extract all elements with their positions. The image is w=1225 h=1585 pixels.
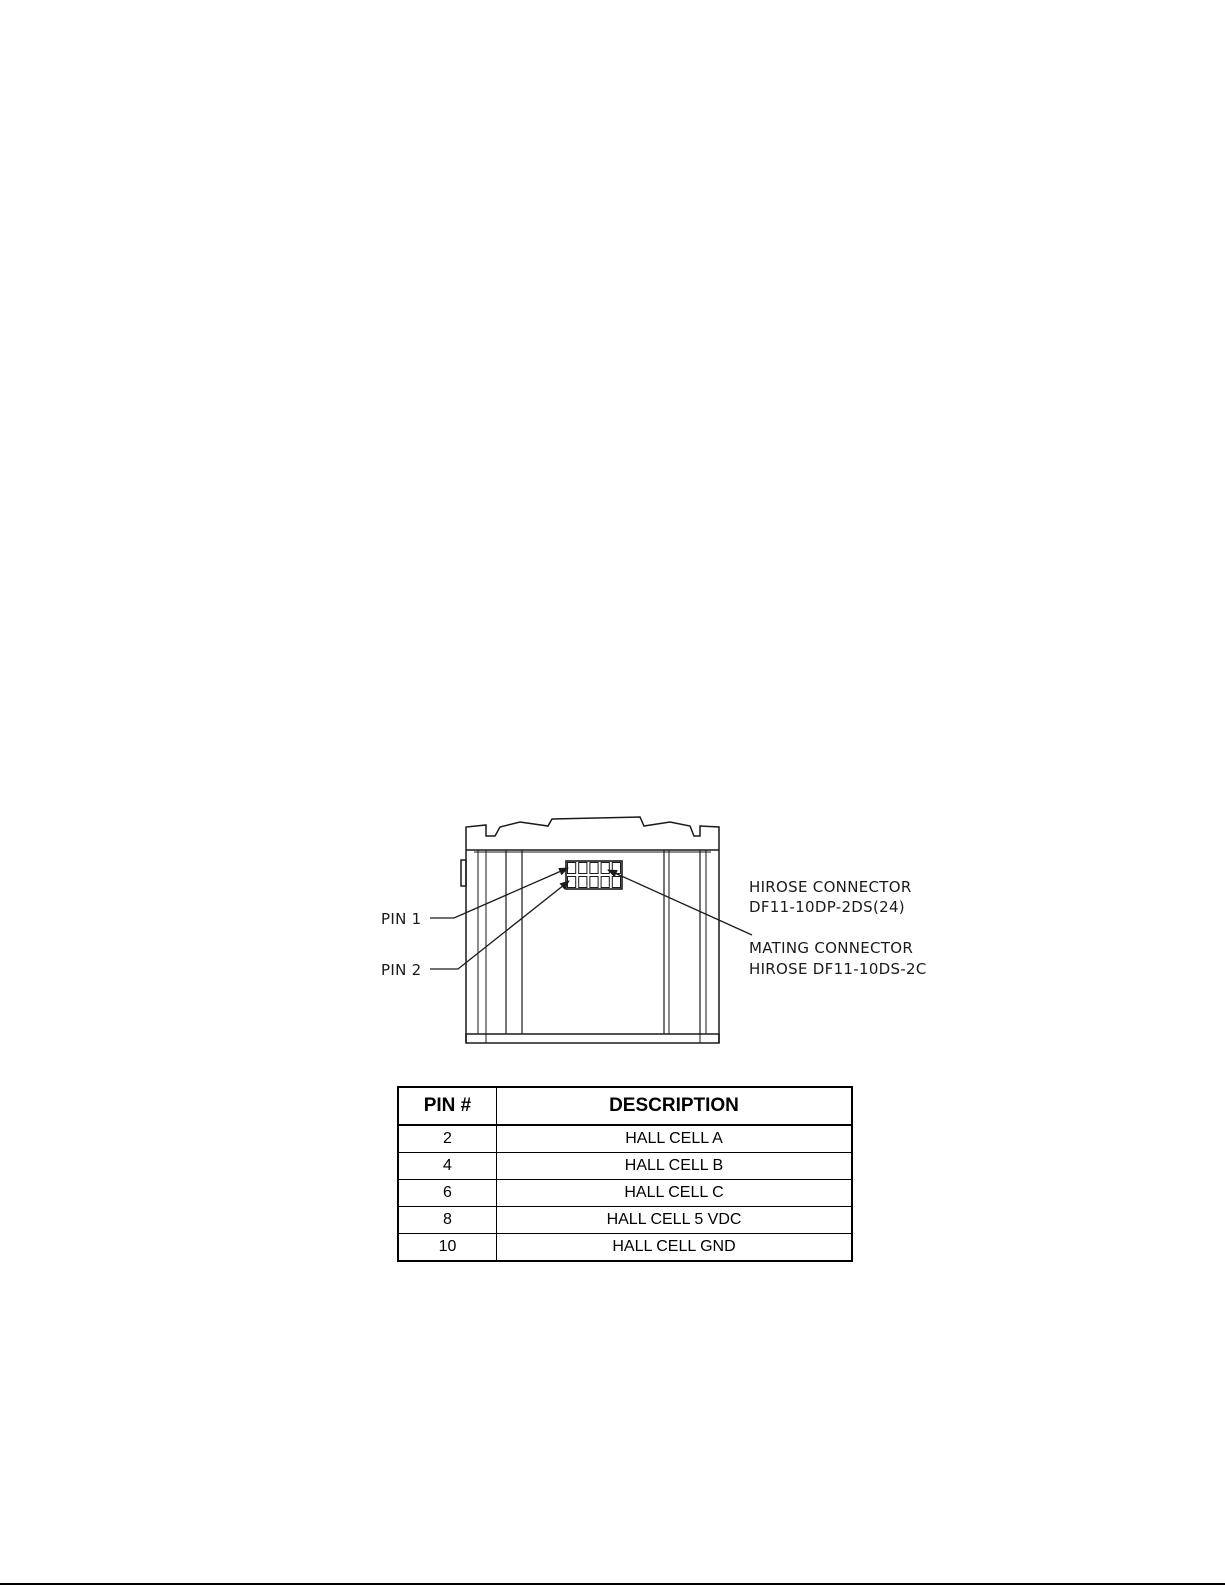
pin-cell: 10 (398, 1234, 497, 1262)
table-row (398, 1207, 852, 1234)
pin-column-header: PIN # (398, 1087, 497, 1125)
connector-title-label: HIROSE CONNECTOR (749, 878, 912, 896)
connector-leader (608, 870, 752, 935)
description-column-header: DESCRIPTION (497, 1087, 853, 1125)
pin-cell: 8 (398, 1207, 497, 1234)
description-cell: HALL CELL B (497, 1153, 853, 1180)
pin2-leader (430, 881, 569, 969)
table-row (398, 1125, 852, 1153)
table-header-row (398, 1087, 852, 1125)
description-cell: HALL CELL 5 VDC (497, 1207, 853, 1234)
pin2-label: PIN 2 (381, 961, 422, 979)
motor-housing (461, 817, 719, 1043)
pin1-leader (430, 868, 568, 918)
description-cell: HALL CELL A (497, 1125, 853, 1153)
description-cell: HALL CELL GND (497, 1234, 853, 1262)
table-row (398, 1180, 852, 1207)
pin-cell: 6 (398, 1180, 497, 1207)
pin1-label: PIN 1 (381, 910, 422, 928)
hirose-connector-grid (566, 861, 622, 889)
mating-part-label: HIROSE DF11-10DS-2C (749, 960, 927, 978)
table-row (398, 1153, 852, 1180)
description-cell: HALL CELL C (497, 1180, 853, 1207)
pinout-table (397, 1086, 853, 1262)
connector-body (566, 861, 622, 889)
pin-cell: 2 (398, 1125, 497, 1153)
table-row (398, 1234, 852, 1262)
connector-part-label: DF11-10DP-2DS(24) (749, 898, 905, 916)
pin-cell: 4 (398, 1153, 497, 1180)
mating-title-label: MATING CONNECTOR (749, 939, 914, 957)
